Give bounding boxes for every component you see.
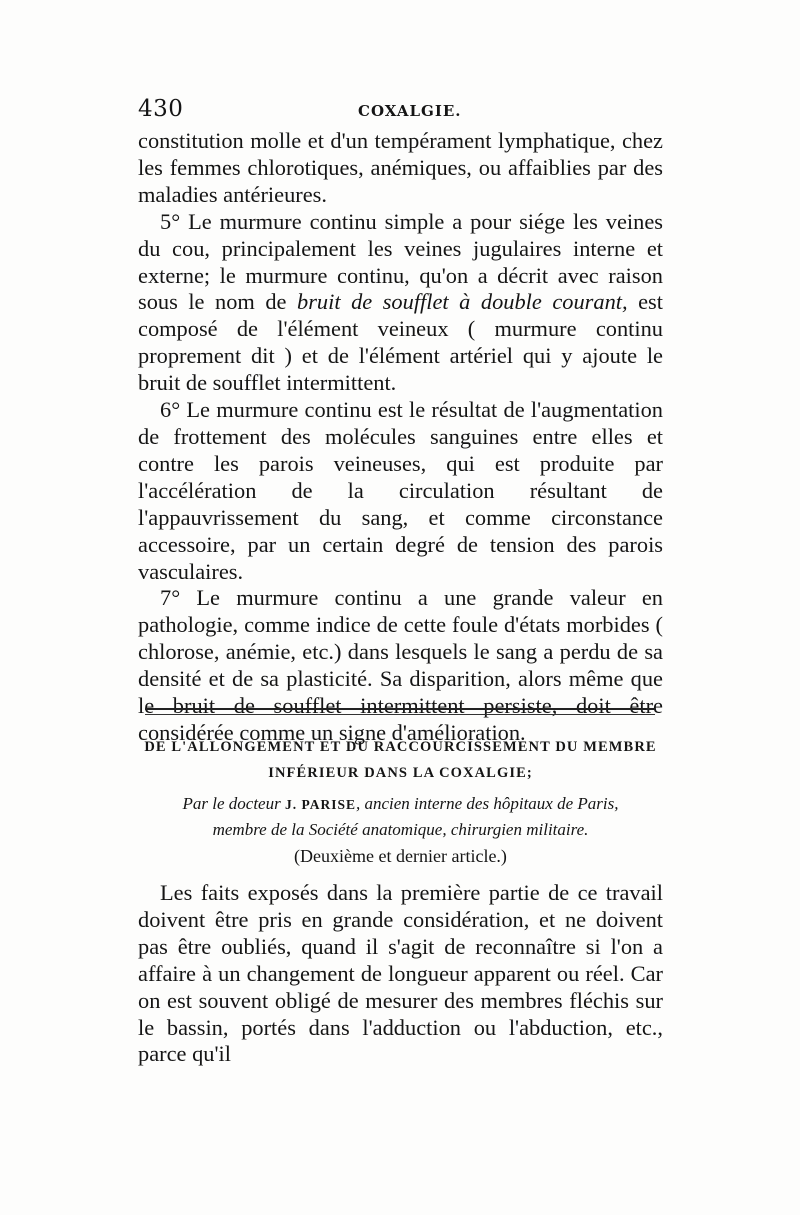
section-rule-thick <box>145 708 655 710</box>
section-title-line-2: INFÉRIEUR DANS LA COXALGIE; <box>268 765 533 781</box>
byline-line-1 <box>138 791 663 817</box>
item-6-paragraph: 6° Le murmure continu est le résultat de l'augmentation de frottement des molécules sanguines entre elles et contre les parois veineuses, qui est produite par l'accélération de la circulation résultant de l'appauvrissement du sang, et comme circonstance accessoire, par un certain degré de tension des parois vasculaires. <box>138 397 663 584</box>
top-text-block <box>138 128 663 747</box>
author-byline <box>138 791 663 842</box>
byline-prefix: Par le docteur <box>182 794 285 813</box>
article-note: (Deuxième et dernier article.) <box>294 846 507 866</box>
section-body-block <box>138 880 663 1068</box>
byline-line-2: membre de la Société anatomique, chirurgien militaire. <box>212 820 589 839</box>
section-title <box>138 734 663 786</box>
section-title-line-1: DE L'ALLONGEMENT ET DU RACCOURCISSEMENT DU MEMBRE <box>144 739 657 755</box>
continuation-paragraph: constitution molle et d'un tempérament lymphatique, chez les femmes chlorotiques, anémiques, ou affaiblies par des maladies antérieures. <box>138 128 663 207</box>
item-5-text-start: 5° Le murmure continu simple a pour siége les veines du cou, principalement les veines jugulaires interne et externe; le murmure continu, qu'on a décrit avec raison sous le nom de <box>138 208 663 315</box>
running-title: COXALGIE. <box>358 102 462 120</box>
page-number: 430 <box>138 96 184 122</box>
item-5-text-end: est composé de l'élément veineux ( murmure continu proprement dit ) et de l'élément artériel qui y ajoute le bruit de soufflet intermittent. <box>138 289 663 396</box>
byline-author: J. PARISE <box>284 797 356 812</box>
item-7-paragraph: 7° Le murmure continu a une grande valeur en pathologie, comme indice de cette foule d'états morbides ( chlorose, anémie, etc.) dans lesquels le sang a perdu de sa densité et de sa plasticité. Sa disparition, alors même que le bruit de soufflet intermittent persiste, doit être considérée comme un signe d'amélioration. <box>138 585 663 745</box>
page-header <box>138 96 663 126</box>
section-body-paragraph: Les faits exposés dans la première partie de ce travail doivent être pris en grande considération, et ne doivent pas être oubliés, quand il s'agit de reconnaître si l'on a affaire à un changement de longueur apparent ou réel. Car on est souvent obligé de mesurer des membres fléchis sur le bassin, portés dans l'adduction ou l'abduction, etc., parce qu'il <box>138 880 663 1067</box>
byline-affiliation: , ancien interne des hôpitaux de Paris, <box>355 794 619 813</box>
section-rule-thin <box>145 714 655 715</box>
item-5-paragraph <box>138 209 663 397</box>
item-5-italic-term: bruit de soufflet à double courant, <box>297 289 628 315</box>
